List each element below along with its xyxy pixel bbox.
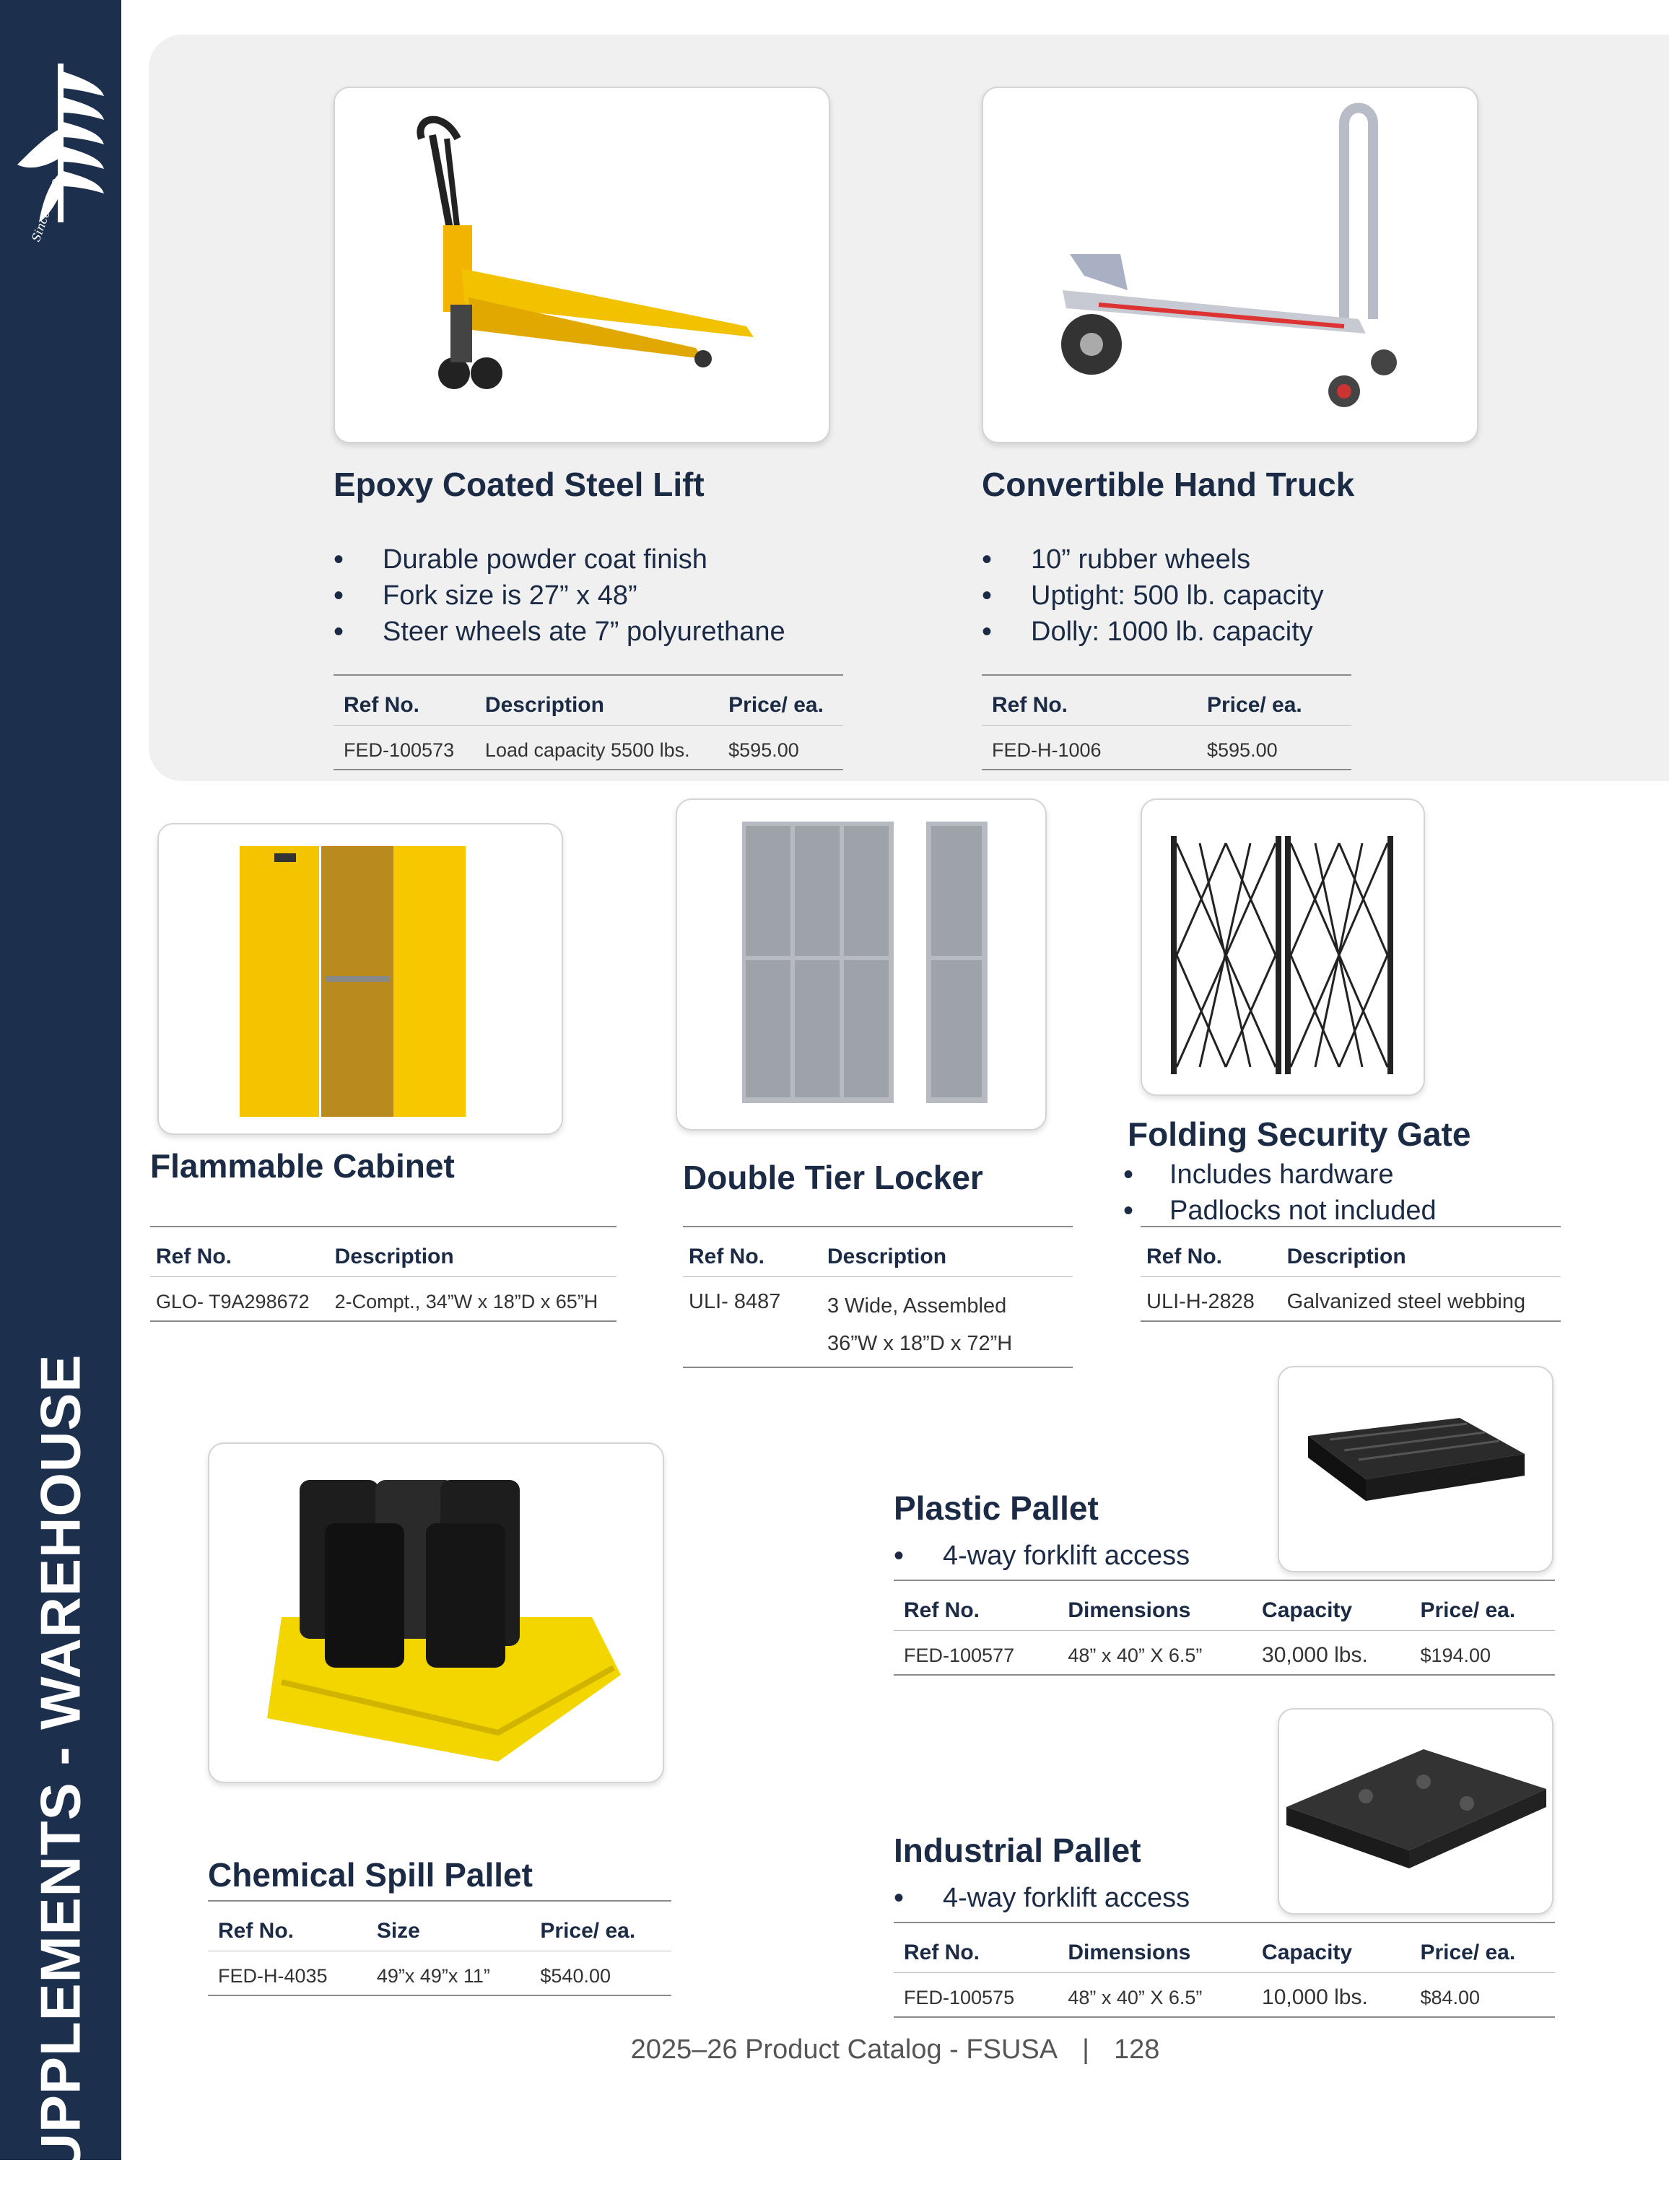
col-header: Dimensions: [1058, 1923, 1252, 1973]
lift-image: [334, 87, 830, 443]
col-header: Ref No.: [683, 1227, 817, 1277]
bullet-item: • Durable powder coat finish: [334, 541, 785, 578]
cabinet-image: [157, 823, 563, 1135]
spill-pallet-spec-table: [208, 1900, 671, 1996]
gate-features: [1123, 1157, 1437, 1229]
col-header: Description: [1277, 1227, 1561, 1277]
table-row: FED-100573 Load capacity 5500 lbs. $595.00: [344, 739, 799, 761]
table-row: ULI-H-2828 Galvanized steel webbing: [1146, 1290, 1526, 1313]
svg-text:Since 1978: Since 1978: [28, 177, 64, 244]
col-header: Size: [367, 1901, 531, 1951]
page-number: 128: [1113, 2034, 1160, 2065]
lift-spec-table: [334, 674, 843, 770]
table-row: FED-100575 48” x 40” X 6.5” 10,000 lbs. $84.00: [904, 1985, 1481, 2009]
spill-pallet-title: Chemical Spill Pallet: [208, 1856, 533, 1894]
table-row: ULI- 8487 3 Wide, Assembled 36”W x 18”D x 72”H: [689, 1290, 1013, 1355]
bullet-item: • 4-way forklift access: [894, 1880, 1190, 1916]
gate-spec-table: [1141, 1226, 1561, 1322]
table-row: FED-100577 48” x 40” X 6.5” 30,000 lbs. $194.00: [904, 1643, 1491, 1667]
table-row: FED-H-1006 $595.00: [992, 739, 1278, 761]
footer-separator: |: [1082, 2034, 1089, 2065]
gate-image: [1141, 798, 1425, 1096]
col-header: Ref No.: [334, 675, 475, 726]
col-header: Dimensions: [1058, 1580, 1252, 1631]
lift-features: [334, 541, 785, 650]
table-row: GLO- T9A298672 2-Compt., 34”W x 18”D x 65”H: [156, 1291, 598, 1312]
section-title: SUPPLEMENTS - WAREHOUSE: [28, 1354, 92, 2212]
cabinet-spec-table: [150, 1226, 616, 1322]
gate-title: Folding Security Gate: [1128, 1115, 1471, 1153]
col-header: Capacity: [1252, 1580, 1410, 1631]
hand-truck-spec-table: [982, 674, 1351, 770]
catalog-name: 2025–26 Product Catalog - FSUSA: [630, 2034, 1058, 2065]
bullet-item: • Uptight: 500 lb. capacity: [982, 578, 1324, 614]
bullet-item: • 4-way forklift access: [894, 1538, 1190, 1574]
locker-title: Double Tier Locker: [683, 1159, 983, 1196]
bullet-item: • Includes hardware: [1123, 1157, 1437, 1193]
company-logo: [10, 56, 111, 251]
col-header: Price/ ea.: [1197, 675, 1351, 726]
bullet-item: • Steer wheels ate 7” polyurethane: [334, 614, 785, 650]
industrial-pallet-spec-table: [894, 1922, 1555, 2018]
page-footer: [0, 2034, 1669, 2065]
plastic-pallet-image: [1278, 1366, 1553, 1572]
plastic-pallet-title: Plastic Pallet: [894, 1489, 1099, 1527]
hand-truck-title: Convertible Hand Truck: [982, 466, 1355, 503]
industrial-pallet-image: [1278, 1708, 1553, 1915]
col-header: Ref No.: [1141, 1227, 1277, 1277]
sidebar: [0, 0, 121, 2212]
col-header: Ref No.: [150, 1227, 325, 1277]
lift-title: Epoxy Coated Steel Lift: [334, 466, 705, 503]
hand-truck-features: [982, 541, 1324, 650]
bullet-item: • Dolly: 1000 lb. capacity: [982, 614, 1324, 650]
hand-truck-image: [982, 87, 1478, 443]
col-header: Description: [325, 1227, 616, 1277]
col-header: Price/ ea.: [530, 1901, 671, 1951]
plastic-pallet-spec-table: [894, 1580, 1555, 1676]
plastic-pallet-features: [894, 1538, 1190, 1574]
spill-pallet-image: [208, 1442, 664, 1783]
col-header: Ref No.: [208, 1901, 367, 1951]
industrial-pallet-title: Industrial Pallet: [894, 1832, 1141, 1869]
col-header: Ref No.: [894, 1923, 1058, 1973]
col-header: Description: [817, 1227, 1073, 1277]
col-header: Price/ ea.: [1410, 1580, 1555, 1631]
locker-image: [676, 798, 1047, 1131]
col-header: Description: [475, 675, 718, 726]
bullet-item: • Fork size is 27” x 48”: [334, 578, 785, 614]
bullet-item: • 10” rubber wheels: [982, 541, 1324, 578]
locker-spec-table: [683, 1226, 1073, 1368]
col-header: Price/ ea.: [718, 675, 843, 726]
col-header: Ref No.: [894, 1580, 1058, 1631]
industrial-pallet-features: [894, 1880, 1190, 1916]
bullet-item: • Padlocks not included: [1123, 1193, 1437, 1229]
col-header: Price/ ea.: [1410, 1923, 1555, 1973]
cabinet-title: Flammable Cabinet: [150, 1147, 455, 1185]
table-row: FED-H-4035 49”x 49”x 11” $540.00: [218, 1965, 611, 1987]
col-header: Capacity: [1252, 1923, 1410, 1973]
col-header: Ref No.: [982, 675, 1197, 726]
